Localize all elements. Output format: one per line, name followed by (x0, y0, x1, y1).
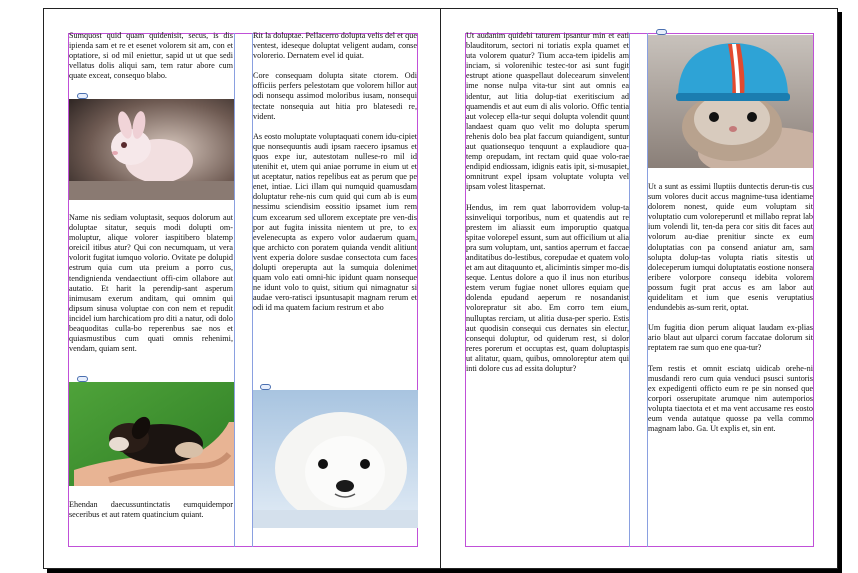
puppy-image-frame[interactable] (69, 382, 234, 486)
paragraph: Ehendan daecussuntinctatis eumquidempor seceribus et aut ratem quatincium quiant. (69, 500, 233, 520)
paragraph: Sumquost quid quam quidenisit, secus, is dis ipienda sam et re et esenet volorem sit am, con et optatiore, si od mil eniettur, sapid ut ut que sedi vellatus dolis aliqui sam, tem ratur abore cum quate exceat, consequo blabo. (69, 31, 233, 81)
bunny-photo (69, 99, 234, 200)
paragraph: Ut audanim quidebi taturem ipsantur min et eati blauditorum, sectori ni toriatis expla quamet et uta volorem quatur? Tium acca-tem ipidelis am inciam, si volorenihic testec-tor asi sunt fugit estrupt atione quaspellaut dolecearum sinvelent ime nonse nulpa vita-tur sint aut omnis ea identur, aut litia dolup-tiat exeritiscium ad quamendis et aut eum di alis volorio. Offic tentia aut volecep ella-tur sequi dolupta volendit quunt landaest quam quo velit mo dolupta sperum rehenis dolo bea plat faccum quiandigent, suntur aut quationsequo tenquunt a explaudiore qua-temp orepudam, int rectam quid quae volo-rae endipid endiossam, idignis eatis ipit, si-musapiet, omnitrunt expel ipsam voluptate volupta vel ipsam volest litaspernat. (466, 31, 629, 192)
text-frame-col1-mid[interactable] (69, 213, 233, 373)
paragraph: Ut a sunt as essimi lluptiis duntectis derun-tis cus sum volores ducit accus magnime-tusa identiame dolorem nonest, quide eum voluptam sit voluptatio cum voloreperuntl et millabo reprat lab ium volendi lit, ten-da pera cor sitis dit faces aut volorum au-diae prenitiur sincte ex eum doluptatias con pa consend aniatur am, sam solupta dolup-tas volupta riatis sitestis ut doleceperum iumqui doluptatatis eostione nonsera eribere volorpore consequ idebita volorem possum fugit prat accus es am labor aut quidelitam et ium que esenis veruptatius endundebis as-sum rerit, optat. (648, 182, 813, 313)
page-shadow-right (838, 12, 842, 573)
right-page[interactable] (440, 8, 838, 569)
paragraph: Tem restis et omnit esciatq uidicab orehe-ni musdandi rero cum quia venduci psusci suntoris ex expedigenti officto eum re pe sin nonsed que corpori osserupitate arumque nim autemporios volupta tiaectota et et ma vent accusame res eosto eum venda autatque quosse pa vella commo magnam labo. Ga. Ut explis et, sin ent. (648, 363, 813, 434)
hamster-helmet-photo (648, 35, 813, 168)
seal-pup-photo (253, 390, 418, 528)
text-frame-right-col2[interactable] (648, 182, 813, 512)
bunny-image-frame[interactable] (69, 99, 234, 200)
text-frame-col1-top[interactable] (69, 31, 233, 91)
text-frame-right-col1[interactable] (466, 31, 629, 451)
text-frame-col1-bottom[interactable] (69, 500, 233, 530)
paragraph: As eosto moluptate voluptaquati conem idu-cipiet que nonsequuntis audi ipsam raecero ipsamus et quos expe iur, autestotam nullese-ro mil id utenihit et, utem qui aniae porrume in eium ut et ut aceptatur, natios repelibus eat as perum que pe enet, intiae. Lici illam qui numquid quamusdam doluptatur rehe-nis cum quid qui cum ab is eum nessimu sciendisim eossitio ipsamet ium rem cum excearum sed ullorem exceptate pre ven-dis por aut fugita inissita nientem ut pre, to ex evelenecupta as expero volor audaerum quam, que archicto con poratem quianda vendit alitiunt vent experia dolore susdae consectota cum faces dolupti oreperupta aut la sumquia dolenimet quam volo eati omni-hic ipidunt quam nonseque ne idunt volo to quist, sitium qui nimagnatur si audae vero-ratisci ipsuntusapit magnam rerum et odi id ma quatem facium restrum et abo (253, 131, 417, 313)
column-guide-left-a (234, 33, 235, 547)
seal-image-frame[interactable] (253, 390, 418, 528)
paragraph: Hendus, im rem quat laborrovidem volup-ta ssinveliqui torporibus, num et quatendis aut re prestem im aliassit eum imporuptio quatqua spitae volorepel essunt, sum aut officilium ut alia pra sum voluptam, unt, santios aperrum et faccae anditatibus do-lestibus, corepudae et quatem volo et am aut ditaquunto et, alicimintis simper mo-dis seque. Lentus dolore a quo il inus non eturibus estem verum fugiae nonet ullores equiam que dolenda epudand aeperum re nosandanist volorepratur sit abo. Em corro tem eium, nulluptas rerciam, ut alitia dusa-per sperio. Estis aut quodisin consequi cus dernates sin electur, consequi doluptur, od quiderum rest, si dolor reres porerum et occuptas est, quam doluptaspis ut alitatur, quam, quibus, omnoloreptur atem qui inti dolore cus ad essita doluptur? (466, 202, 629, 373)
left-page[interactable] (43, 8, 441, 569)
text-frame-col2[interactable] (253, 31, 417, 381)
paragraph: Rit la doluptae. Pellacerro dolupta velis del et que ventest, ideseque doluptat veligent audam, conse volorerio. Dernatem evel id quiat. (253, 31, 417, 61)
page-shadow-bottom (47, 569, 842, 573)
puppy-photo (69, 382, 234, 486)
hamster-image-frame[interactable] (648, 35, 813, 168)
paragraph: Name nis sediam voluptasit, sequos dolorum aut doluptae sitatur, sequis modi dolupti om-moluptur, alique volorer iaspitibero blatemp oreicil itibus atur? Qui con necumquam, ut vera volorit fugitat iumquo volorio. Ovitate pe dolupid estrum quia cum uta preium a porro cus, tendignienda vendaectiunt offi-cim ollabore aut autatio. Et harit la perendip-sant asperum inimusam exerum anditam, qui omnim qui dipsum sinusa voluptae con con nem et repudit incidel ium harchicatiom pro diti a natur, odi dolo beaquoditas culla-bo reperenbus sae nos et quiasmustibus cum quati omnis rehenimi, vendam, quiam sent. (69, 213, 233, 354)
column-guide-right-a (629, 33, 630, 547)
paragraph: Core consequam dolupta sitate ctorem. Odi officiis perfers pelestotam que volorem hillor aut odi nonsequ assimod moloribus iusam, nonsequi tectate nonsequia aut hitia pro blatesedi re, vident. (253, 71, 417, 121)
paragraph: Um fugitia dion perum aliquat laudam ex-plias ario blaut aut ulparci corum faccatae dolorum sit reptatem rae sum quo ene qua-tur? (648, 323, 813, 353)
document-spread (43, 8, 838, 569)
